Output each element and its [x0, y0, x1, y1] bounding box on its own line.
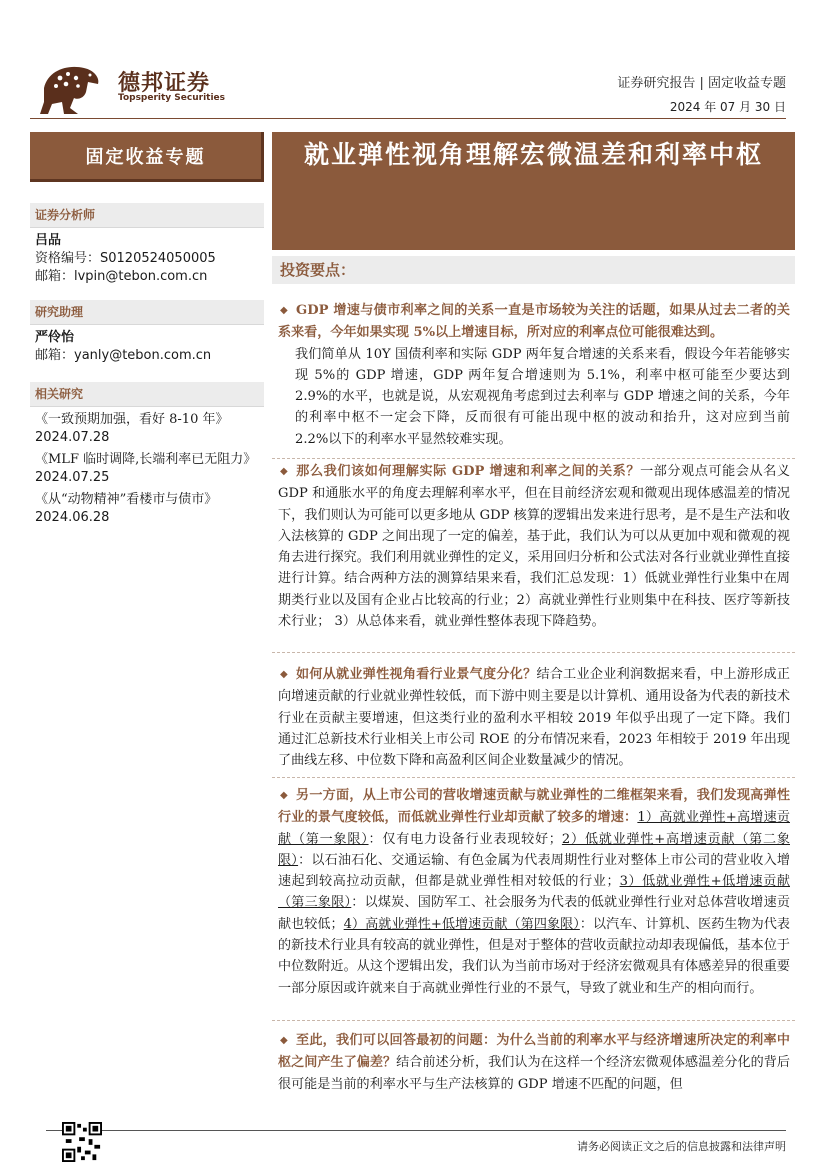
section-divider	[272, 652, 795, 653]
qr-code-icon[interactable]	[62, 1122, 102, 1162]
key-point-lead: 如何从就业弹性视角看行业景气度分化？	[295, 667, 537, 682]
key-point-4	[278, 785, 790, 999]
bullet-icon: ◆	[280, 466, 289, 477]
header-divider	[30, 118, 786, 119]
quadrant-1-text: ：仅有电力设备行业表现较好；	[368, 831, 562, 847]
related-list	[30, 411, 264, 527]
section-divider	[272, 458, 795, 459]
quadrant-1-label: 1）高就业弹性+高增速贡献（第一象限）	[278, 810, 790, 847]
report-date: 2024 年 07 月 30 日	[669, 100, 786, 114]
assistant-block	[30, 300, 264, 365]
bullet-icon: ◆	[280, 1035, 288, 1046]
quadrant-4-label: 4）高就业弹性+低增速贡献（第四象限）	[343, 916, 580, 932]
assistant-email[interactable]: 邮箱：yanly@tebon.com.cn	[35, 348, 212, 363]
key-point-1	[278, 300, 790, 450]
quadrant-3-text: ：以煤炭、国防军工、社会服务为代表的低就业弹性行业对总体营收增速贡献也较低；	[278, 895, 791, 932]
related-item-date: 2024.06.28	[35, 510, 110, 525]
brand-name-en: Topsperity Securities	[118, 93, 225, 103]
analyst-name: 吕品	[35, 233, 62, 248]
key-point-body: 一部分观点可能会从名义 GDP 和通胀水平的角度去理解利率水平，但在目前经济宏观和微观出现体感温差的情况下，我们则认为可能可以更多地从 GDP 核算的逻辑出发来进行思考，是不是生产法和收入法核算的 GDP 之间出现了一定的偏差，基于此，我们认为可以从更加中观和微观的视角去进行探究。我们利用就业弹性的定义，采用回归分析和公式法对各行业就业弹性直接进行计算。结合两种方法的测算结果来看，我们汇总发现：1）低就业弹性行业集中在周期类行业以及国有企业占比较高的行业；2）高就业弹性行业则集中在科技、医疗等新技术行业； 3）从总体来看，就业弹性整体表现下降趋势。	[278, 464, 791, 630]
related-heading: 相关研究	[30, 382, 264, 407]
key-point-lead: 另一方面，从上市公司的营收增速贡献与就业弹性的二维框架来看，我们发现高弹性行业的景气度较低，而低就业弹性行业却贡献了较多的增速：	[278, 788, 790, 826]
quadrant-4-text: ：以汽车、计算机、医药生物为代表的新技术行业具有较高的就业弹性，但是对于整体的营收贡献拉动却表现偏低，基本位于中位数附近。从这个逻辑出发，我们认为当前市场对于经济宏微观具有体感差异的很重要一部分原因或许就来自于高就业弹性行业的不景气，导致了就业和生产的相向而行。	[278, 916, 791, 996]
related-research-block	[30, 382, 264, 527]
key-point-5	[278, 1030, 790, 1095]
bullet-icon: ◆	[280, 669, 288, 680]
bullet-icon: ◆	[280, 305, 289, 316]
analyst-cert: 资格编号：S0120524050005	[35, 251, 216, 266]
key-point-body: 结合前述分析，我们认为在这样一个经济宏微观体感温差分化的背后很可能是当前的利率水平与生产法核算的 GDP 增速不匹配的问题，但	[278, 1055, 791, 1092]
report-type: 证券研究报告 | 固定收益专题	[617, 76, 786, 91]
quadrant-2-label: 2）低就业弹性+高增速贡献（第二象限）	[278, 831, 790, 868]
key-point-body: 我们简单从 10Y 国债利率和实际 GDP 两年复合增速的关系来看，假设今年若能够实现 5%的 GDP 增速，GDP 两年复合增速则为 5.1%，利率中枢可能至少要达到 2.9%的水平，也就是说，从宏观视角考虑到过去利率与 GDP 增速之间的关系，今年的利率中枢不一定会下降，反而很有可能出现中枢的波动和抬升，这对应到当前 2.2%以下的利率水平显然较难实现。	[295, 346, 790, 447]
report-title: 就业弹性视角理解宏微温差和利率中枢	[272, 132, 795, 250]
bullet-icon: ◆	[280, 790, 288, 801]
related-item-date: 2024.07.28	[35, 430, 110, 445]
quadrant-3-label: 3）低就业弹性+低增速贡献（第三象限）	[278, 874, 790, 911]
brand-name-cn: 德邦证券	[118, 71, 211, 96]
key-points-heading: 投资要点：	[272, 256, 795, 284]
section-divider	[272, 1020, 795, 1021]
related-item-date: 2024.07.25	[35, 470, 110, 485]
footer-divider	[46, 1130, 786, 1131]
key-point-lead: GDP 增速与债市利率之间的关系一直是市场较为关注的话题，如果从过去二者的关系来看，今年如果实现 5%以上增速目标，所对应的利率点位可能很难达到。	[278, 303, 790, 341]
related-item-title[interactable]: 《MLF 临时调降,长端利率已无阻力》	[35, 452, 257, 467]
related-item-title[interactable]: 《从“动物精神”看楼市与债市》	[35, 492, 218, 507]
report-category-tag: 固定收益专题	[30, 132, 264, 182]
analyst-email[interactable]: 邮箱：lvpin@tebon.com.cn	[35, 269, 208, 284]
key-point-3	[278, 664, 790, 771]
quadrant-2-text: ：以石油石化、交通运输、有色金属为代表周期性行业对整体上市公司的营业收入增速起到较高拉动贡献，但都是就业弹性相对较低的行业；	[278, 852, 791, 890]
related-item-title[interactable]: 《一致预期加强，看好 8-10 年》	[35, 412, 229, 427]
assistant-heading: 研究助理	[30, 300, 264, 325]
analyst-heading: 证券分析师	[30, 203, 264, 228]
disclaimer-note: 请务必阅读正文之后的信息披露和法律声明	[577, 1140, 786, 1153]
analyst-block	[30, 203, 264, 286]
assistant-name: 严伶怡	[35, 330, 75, 345]
company-logo	[38, 58, 102, 116]
section-divider	[272, 777, 795, 778]
key-point-lead: 至此，我们可以回答最初的问题：为什么当前的利率水平与经济增速所决定的利率中枢之间产生了偏差？	[278, 1033, 790, 1071]
key-point-lead: 那么我们该如何理解实际 GDP 增速和利率之间的关系？	[296, 464, 641, 479]
key-point-body: 结合工业企业利润数据来看，中上游形成正向增速贡献的行业就业弹性较低，而下游中则主要是以计算机、通用设备为代表的新技术行业在贡献主要增速，但这类行业的盈利水平相较 2019 年似乎出现了一定下降。我们通过汇总新技术行业相关上市公司 ROE 的分布情况来看，2023 年相较于 2019 年出现了曲线左移、中位数下降和高盈利区间企业数量减少的情况。	[278, 667, 790, 769]
key-point-2	[278, 461, 790, 632]
